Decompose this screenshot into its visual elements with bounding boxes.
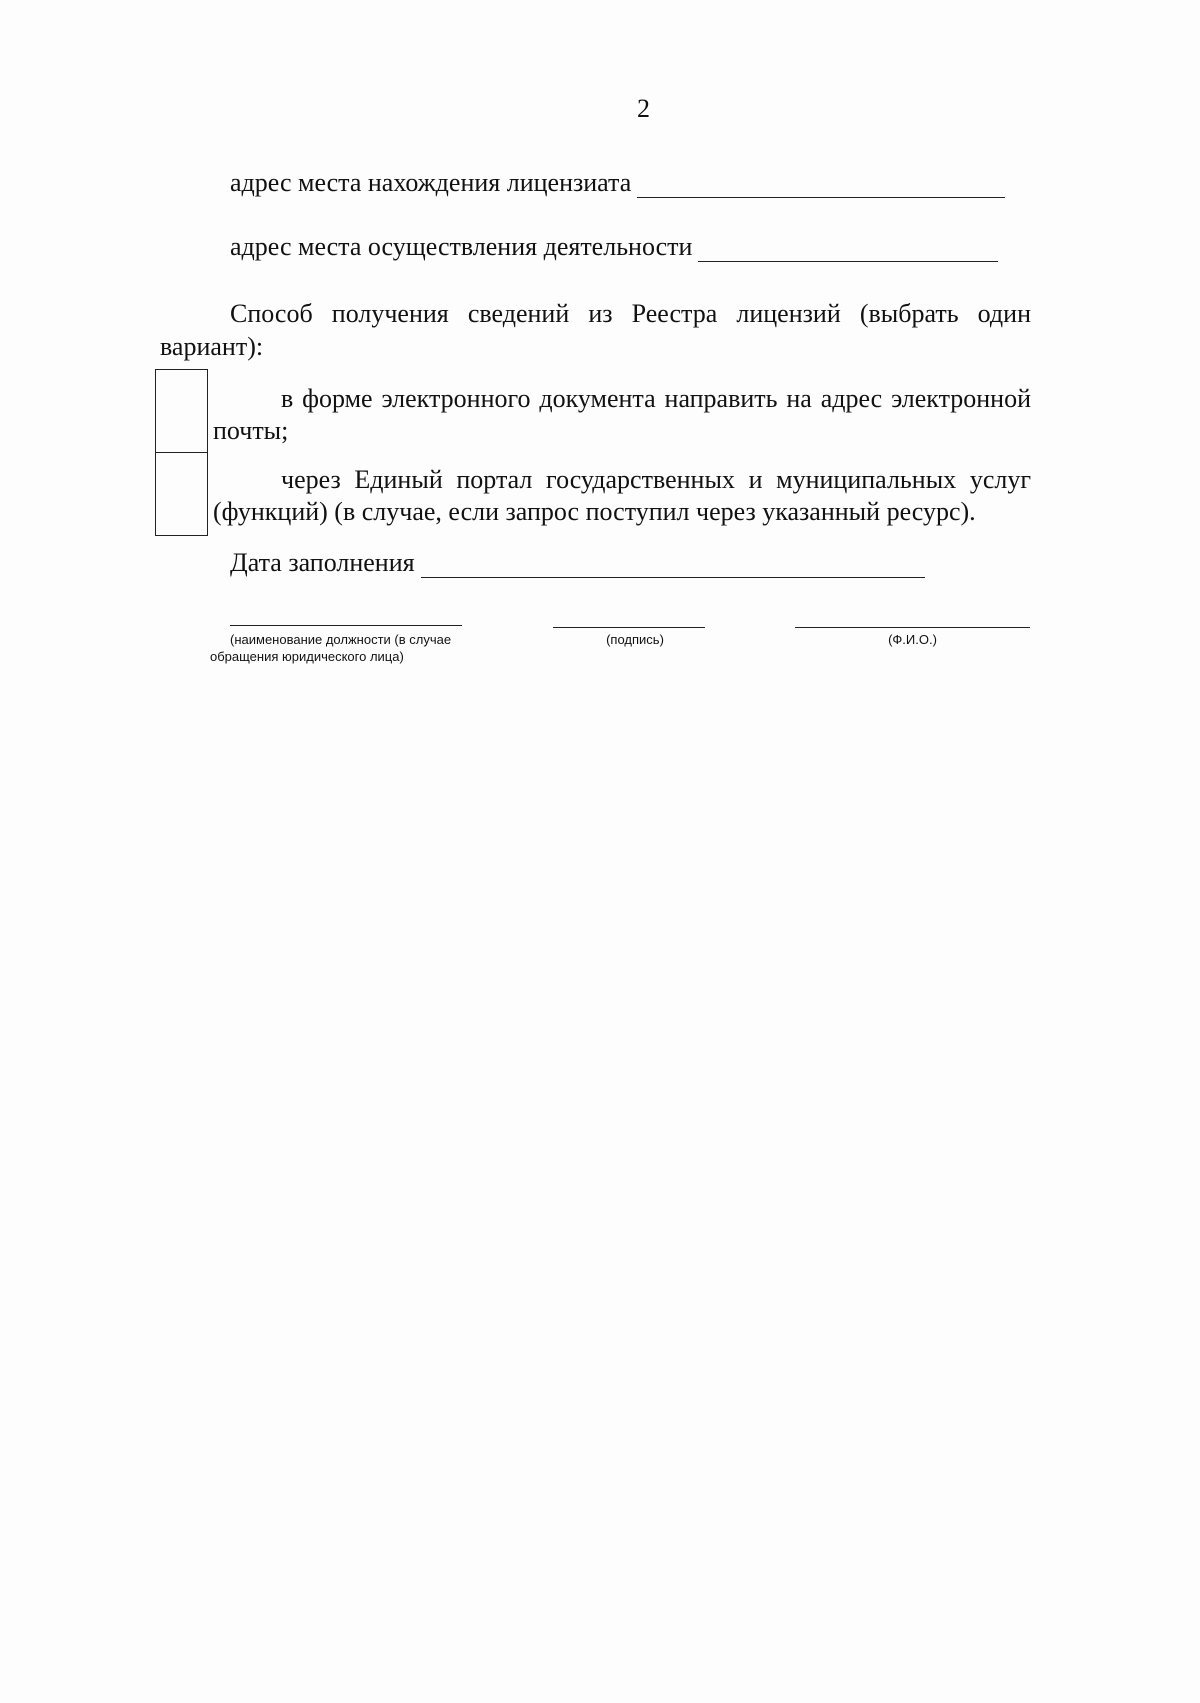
option-checkbox-email[interactable]	[156, 370, 207, 453]
licensee-address-label: адрес места нахождения лицензиата	[230, 168, 632, 197]
signature-line[interactable]	[553, 627, 705, 628]
method-heading: Способ получения сведений из Реестра лицензий (выбрать один вариант):	[160, 299, 1031, 361]
activity-address-label: адрес места осуществления деятельности	[230, 232, 693, 261]
name-caption: (Ф.И.О.)	[888, 632, 937, 647]
option-portal-text: через Единый портал государственных и муниципальных услуг (функций) (в случае, если запрос поступил через указанный ресурс).	[213, 465, 1031, 526]
option-checkboxes	[155, 369, 208, 536]
fill-date-label: Дата заполнения	[230, 548, 415, 577]
page-number: 2	[637, 94, 650, 123]
licensee-address-row	[230, 168, 1005, 198]
signature-caption: (подпись)	[606, 632, 664, 647]
position-caption: (наименование должности (в случае обращения юридического лица)	[210, 632, 452, 664]
name-signature-line[interactable]	[795, 627, 1030, 628]
licensee-address-blank[interactable]	[637, 173, 1005, 198]
activity-address-row	[230, 232, 998, 262]
position-signature-line[interactable]	[230, 625, 462, 626]
option-checkbox-portal[interactable]	[156, 453, 207, 536]
option-email-text: в форме электронного документа направить на адрес электронной почты;	[213, 384, 1031, 445]
activity-address-blank[interactable]	[698, 237, 998, 262]
fill-date-blank[interactable]	[421, 553, 925, 578]
fill-date-row	[230, 548, 925, 578]
